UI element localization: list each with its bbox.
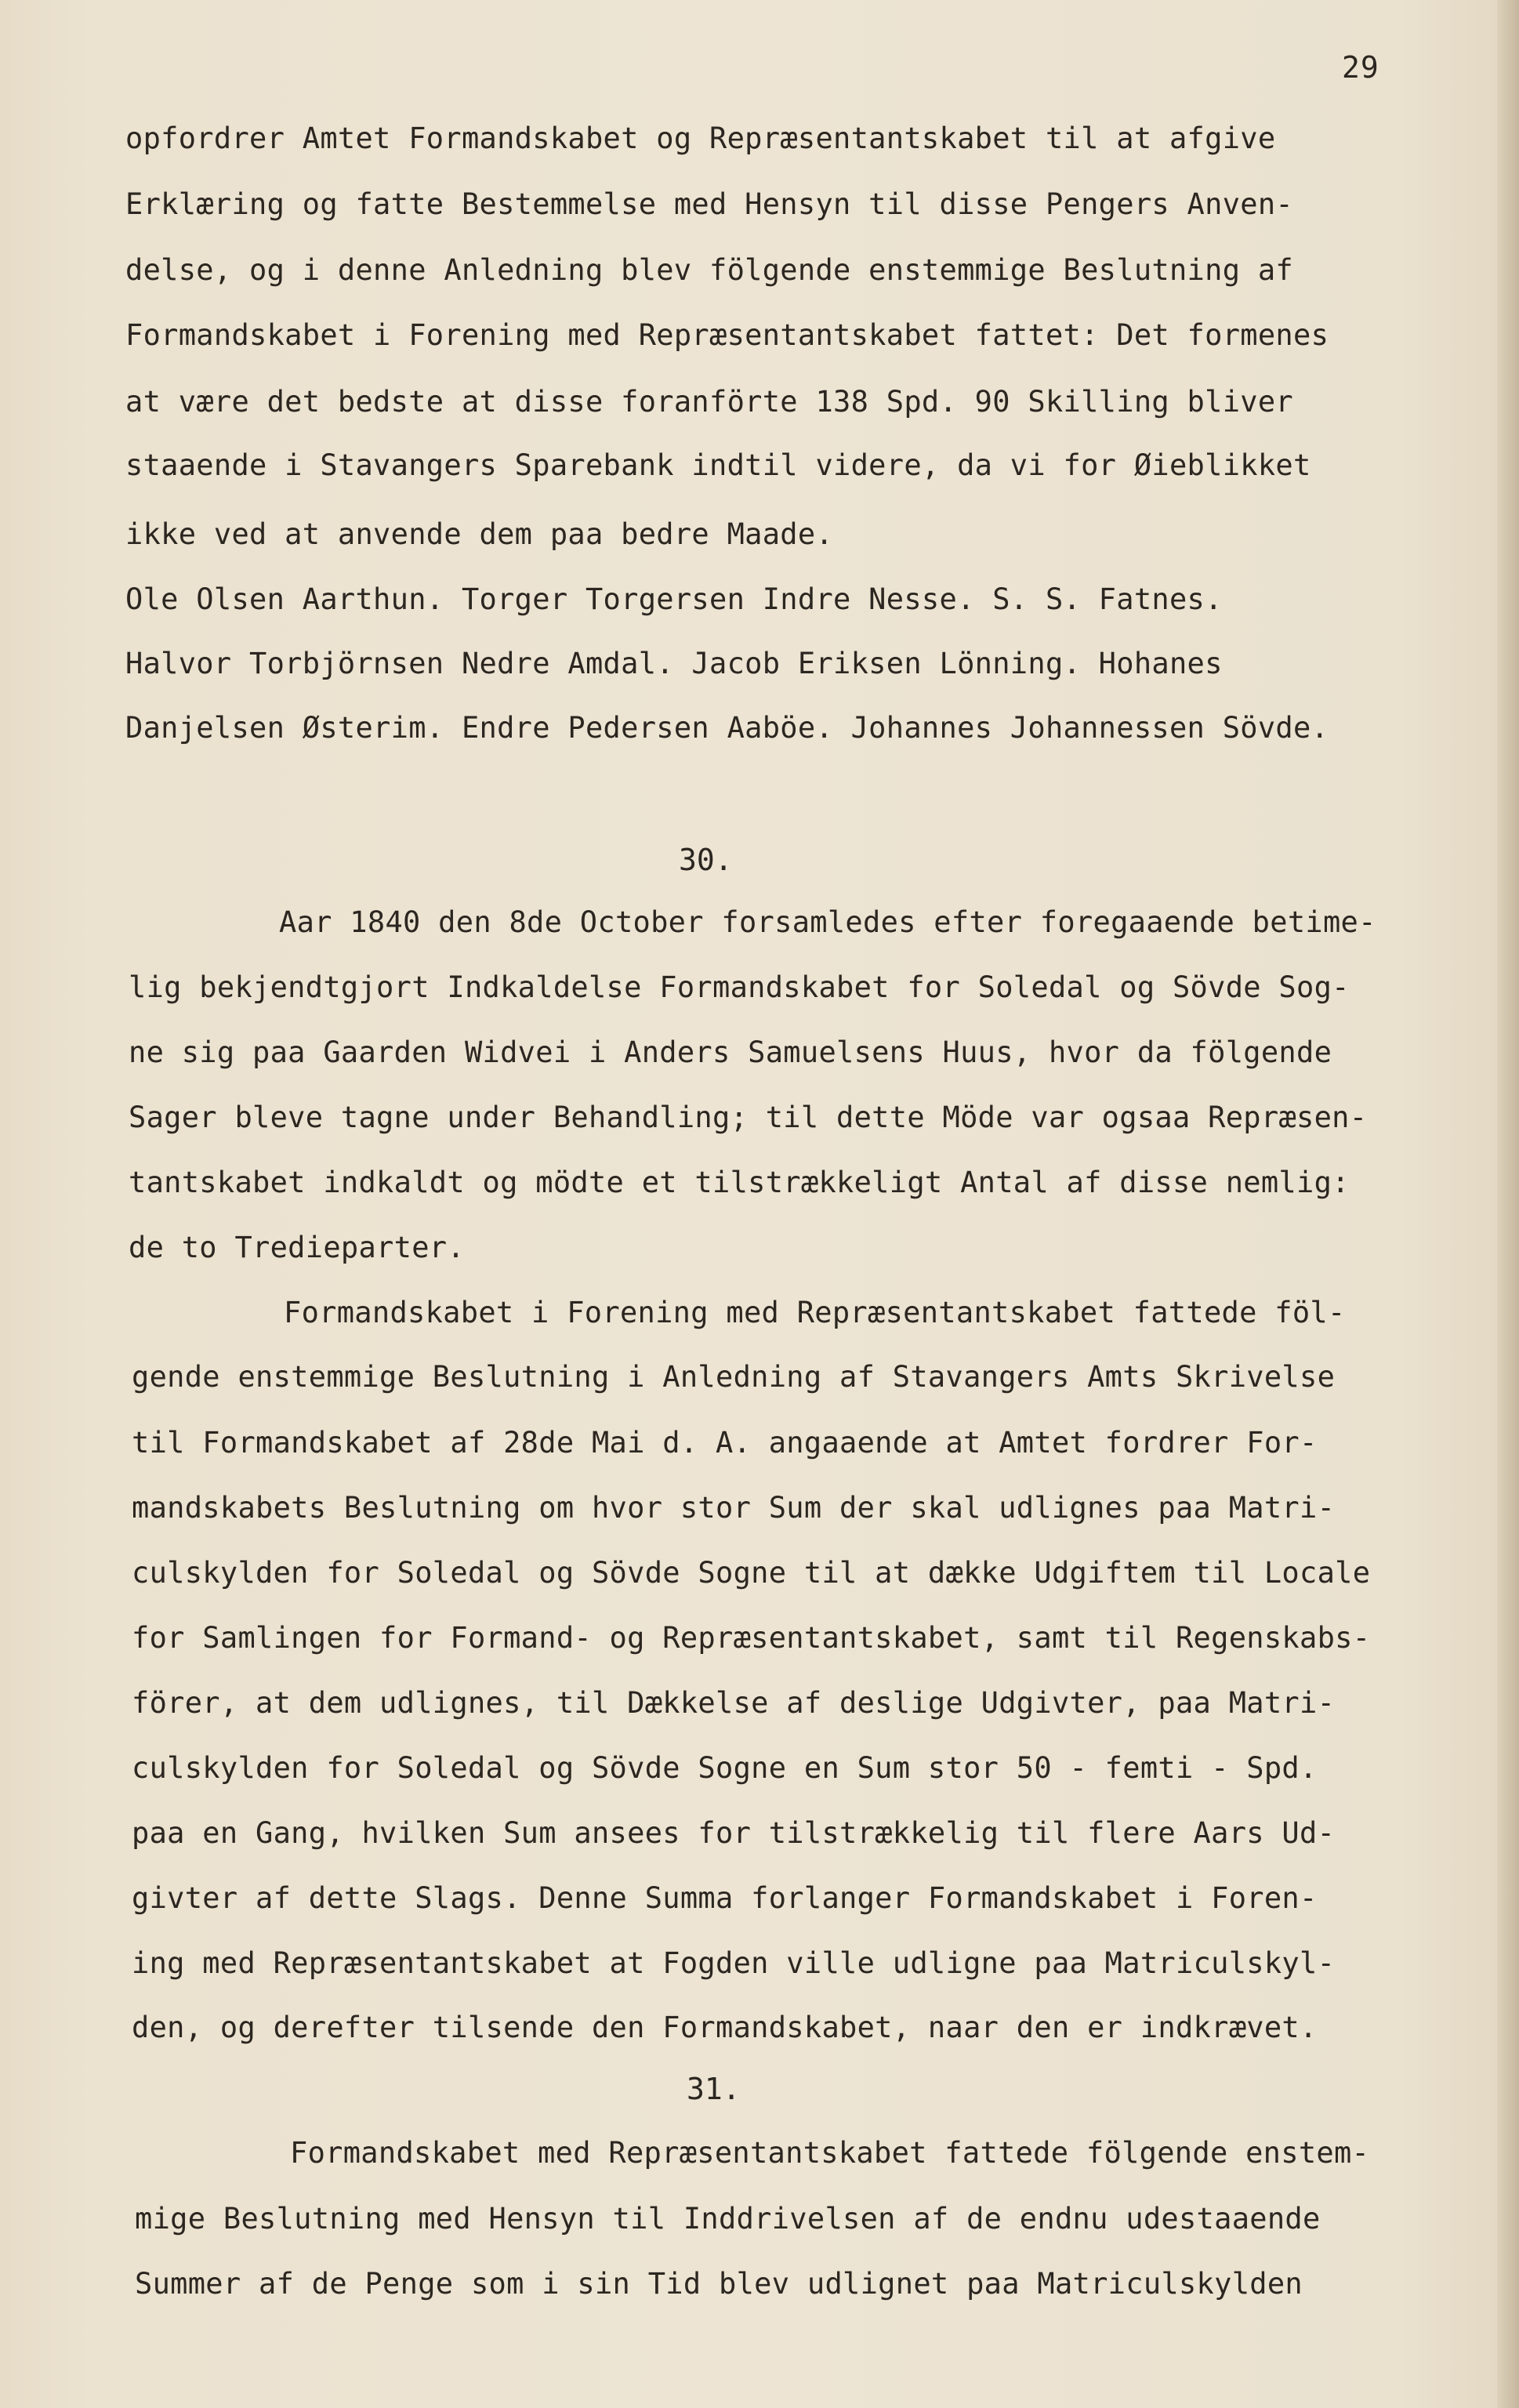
signature-line: Ole Olsen Aarthun. Torger Torgersen Indre Nesse. S. S. Fatnes. xyxy=(125,582,1223,616)
text-line: paa en Gang, hvilken Sum ansees for tilstrækkelig til flere Aars Ud- xyxy=(132,1816,1336,1850)
text-line: givter af dette Slags. Denne Summa forlanger Formandskabet i Foren- xyxy=(132,1881,1318,1915)
text-line: mandskabets Beslutning om hvor stor Sum der skal udlignes paa Matri- xyxy=(132,1491,1336,1525)
text-line: til Formandskabet af 28de Mai d. A. angaaende at Amtet fordrer For- xyxy=(132,1426,1318,1460)
text-line: förer, at dem udlignes, til Dækkelse af deslige Udgivter, paa Matri- xyxy=(132,1686,1336,1720)
section-number: 31. xyxy=(687,2072,741,2106)
text-line: Formandskabet med Repræsentantskabet fattede fölgende enstem- xyxy=(290,2136,1370,2170)
text-line: culskylden for Soledal og Sövde Sogne en Sum stor 50 - femti - Spd. xyxy=(132,1751,1318,1785)
text-line: gende enstemmige Beslutning i Anledning af Stavangers Amts Skrivelse xyxy=(132,1360,1336,1394)
signature-line: Danjelsen Østerim. Endre Pedersen Aaböe. Johannes Johannessen Sövde. xyxy=(125,711,1329,745)
text-line: Formandskabet i Forening med Repræsentantskabet fattet: Det formenes xyxy=(125,318,1329,352)
text-line: Aar 1840 den 8de October forsamledes efter foregaaende betime- xyxy=(279,905,1376,939)
text-line: den, og derefter tilsende den Formandskabet, naar den er indkrævet. xyxy=(132,2011,1318,2044)
text-line: mige Beslutning med Hensyn til Inddrivelsen af de endnu udestaaende xyxy=(135,2202,1321,2236)
page-edge xyxy=(1497,0,1519,2408)
text-line: ing med Repræsentantskabet at Fogden ville udligne paa Matriculskyl- xyxy=(132,1946,1336,1980)
text-line: for Samlingen for Formand- og Repræsentantskabet, samt til Regenskabs- xyxy=(132,1621,1371,1655)
text-line: culskylden for Soledal og Sövde Sogne til at dække Udgiftem til Locale xyxy=(132,1556,1371,1590)
text-line: tantskabet indkaldt og mödte et tilstrækkeligt Antal af disse nemlig: xyxy=(129,1166,1350,1199)
text-line: ikke ved at anvende dem paa bedre Maade. xyxy=(125,517,834,551)
text-line: ne sig paa Gaarden Widvei i Anders Samuelsens Huus, hvor da fölgende xyxy=(129,1035,1332,1069)
text-line: opfordrer Amtet Formandskabet og Repræsentantskabet til at afgive xyxy=(125,121,1276,155)
section-number: 30. xyxy=(679,843,733,877)
text-line: staaende i Stavangers Sparebank indtil videre, da vi for Øieblikket xyxy=(125,448,1311,482)
page-number: 29 xyxy=(1342,50,1379,85)
text-line: Sager bleve tagne under Behandling; til dette Möde var ogsaa Repræsen- xyxy=(129,1101,1368,1134)
text-line: Erklæring og fatte Bestemmelse med Hensyn til disse Pengers Anven- xyxy=(125,187,1294,221)
text-line: lig bekjendtgjort Indkaldelse Formandskabet for Soledal og Sövde Sog- xyxy=(129,970,1350,1004)
text-line: Formandskabet i Forening med Repræsentantskabet fattede föl- xyxy=(284,1296,1346,1329)
signature-line: Halvor Torbjörnsen Nedre Amdal. Jacob Eriksen Lönning. Hohanes xyxy=(125,647,1223,680)
text-line: de to Tredieparter. xyxy=(129,1231,465,1264)
text-line: delse, og i denne Anledning blev fölgende enstemmige Beslutning af xyxy=(125,253,1294,287)
text-line: Summer af de Penge som i sin Tid blev udlignet paa Matriculskylden xyxy=(135,2267,1303,2301)
text-line: at være det bedste at disse foranförte 138 Spd. 90 Skilling bliver xyxy=(125,385,1294,419)
